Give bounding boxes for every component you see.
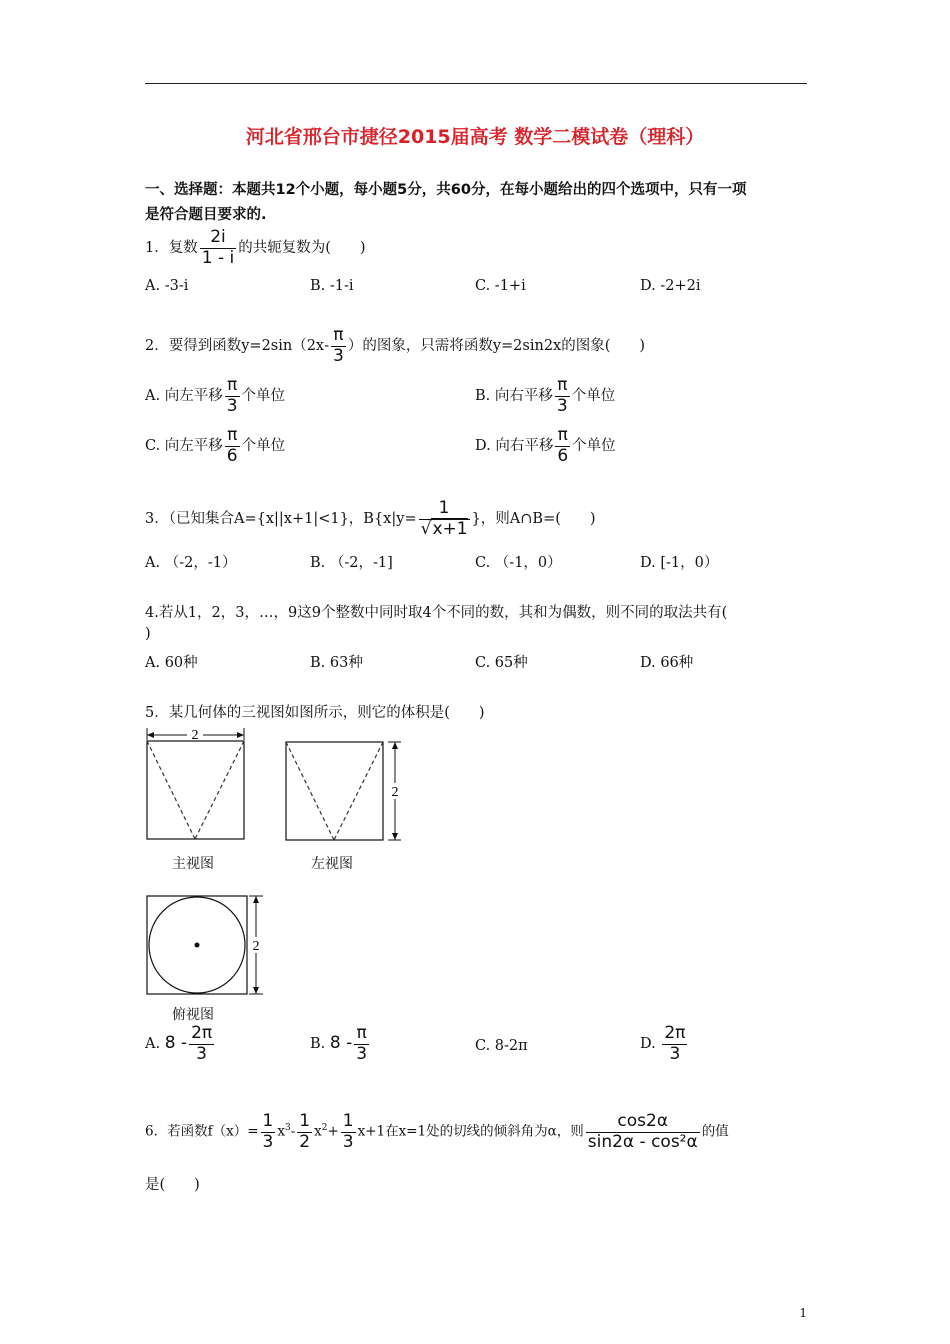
question-4-line2: ) xyxy=(145,626,151,642)
q5-option-d-label: D. xyxy=(640,1036,656,1053)
q6-sep1: ‐ xyxy=(290,1123,296,1140)
q5-option-d-den: 3 xyxy=(669,1043,681,1064)
q3-suffix: }，则A∩B=( ) xyxy=(471,511,596,528)
q2-option-b xyxy=(475,376,615,416)
q5-option-b-label: B. xyxy=(310,1036,326,1053)
q6-term2-exp: 2 xyxy=(321,1123,328,1134)
question-2 xyxy=(145,326,645,366)
q5-option-b-pre: 8 ‐ xyxy=(329,1033,353,1054)
q5-option-b xyxy=(310,1024,371,1064)
q2-option-b-num: π xyxy=(555,376,570,397)
q6-term2-num: 1 xyxy=(299,1111,311,1131)
q5-option-a-num: 2π xyxy=(191,1023,213,1043)
header-rule xyxy=(145,83,807,84)
q4-option-b: B. 63种 xyxy=(310,655,363,671)
q2-option-d-fraction xyxy=(555,426,570,466)
q1-fraction xyxy=(200,228,236,268)
q5-option-a-label: A. xyxy=(145,1036,161,1053)
section-heading-line1: 一、选择题：本题共12个小题，每小题5分，共60分，在每小题给出的四个选项中，只有一项 xyxy=(145,182,747,198)
q2-suffix: ）的图象，只需将函数y=2sin2x的图象( ) xyxy=(347,338,646,355)
top-dim-arrow-bottom xyxy=(253,987,259,994)
q2-option-c xyxy=(145,426,285,466)
q6-term3-num: 1 xyxy=(342,1111,354,1131)
q4-option-d: D. 66种 xyxy=(640,655,694,671)
q2-option-a xyxy=(145,376,285,416)
q6-term2-var: x xyxy=(314,1123,322,1140)
q2-fraction xyxy=(331,326,346,366)
side-square xyxy=(286,742,383,840)
side-dim-arrow-top xyxy=(392,742,398,749)
top-center-dot xyxy=(195,943,200,948)
q1-option-d: D. ‐2+2i xyxy=(640,278,701,294)
q1-frac-num: 2i xyxy=(200,228,236,249)
q3-option-a: A. （‐2，‐1） xyxy=(145,555,237,571)
question-1 xyxy=(145,228,366,268)
q4-option-a: A. 60种 xyxy=(145,655,198,671)
q2-option-a-fraction xyxy=(225,376,240,416)
top-view-figure xyxy=(143,891,269,999)
front-view-caption: 主视图 xyxy=(172,856,214,872)
front-dashed-right xyxy=(195,741,244,839)
q5-option-b-den: 3 xyxy=(356,1043,368,1064)
q2-option-d-num: π xyxy=(555,426,570,447)
side-dashed-left xyxy=(286,742,334,840)
q5-option-b-num: π xyxy=(354,1024,369,1045)
q3-fraction xyxy=(419,499,470,539)
q5-option-c xyxy=(475,1038,528,1054)
q5-option-b-fraction xyxy=(354,1024,369,1064)
section-heading-line2: 是符合题目要求的. xyxy=(145,207,267,223)
q5-option-a xyxy=(145,1024,216,1064)
q2-option-d-den: 6 xyxy=(557,445,569,466)
q6-term1-exp: 3 xyxy=(284,1123,291,1134)
q1-option-b: B. ‐1‐i xyxy=(310,278,354,294)
q2-option-b-den: 3 xyxy=(556,395,568,416)
q1-suffix: 的共轭复数为( ) xyxy=(238,240,366,257)
question-6-line2: 是( ) xyxy=(145,1177,200,1193)
top-dim-label: 2 xyxy=(252,939,260,954)
q3-option-b: B. （‐2，‐1] xyxy=(310,555,393,571)
q5-option-d-num: 2π xyxy=(664,1023,686,1043)
q5-option-c-label: C. xyxy=(475,1038,491,1054)
side-dashed-right xyxy=(334,742,383,840)
q2-option-c-fraction xyxy=(225,426,240,466)
front-dashed-left xyxy=(147,741,195,839)
q2-option-d-prefix: D. 向右平移 xyxy=(475,438,554,455)
q5-option-a-den: 3 xyxy=(196,1043,207,1064)
q6-term1-var: x xyxy=(277,1123,285,1140)
q6-big-fraction xyxy=(586,1112,700,1152)
q1-option-c: C. ‐1+i xyxy=(475,278,526,294)
q3-option-d: D. [‐1，0） xyxy=(640,555,719,571)
front-view-figure xyxy=(143,724,253,844)
q1-frac-den: 1 - i xyxy=(201,247,235,268)
q1-prefix: 1．复数 xyxy=(145,240,198,257)
q6-big-num: cos2α xyxy=(586,1112,700,1133)
q2-option-b-fraction xyxy=(555,376,570,416)
q2-prefix: 2．要得到函数y=2sin（2x‐ xyxy=(145,338,330,355)
q2-option-d-suffix: 个单位 xyxy=(572,438,616,455)
page-number: 1 xyxy=(799,1306,807,1320)
q4-option-c: C. 65种 xyxy=(475,655,528,671)
q6-term3-var: x+1 xyxy=(357,1123,386,1140)
front-square xyxy=(147,741,244,839)
q6-term2-den: 2 xyxy=(299,1131,311,1152)
q3-option-c: C. （‐1，0） xyxy=(475,555,562,571)
q6-mid: 在x=1处的切线的倾斜角为α，则 xyxy=(385,1123,584,1140)
q2-option-a-num: π xyxy=(225,376,240,397)
side-dim-arrow-bottom xyxy=(392,833,398,840)
q3-frac-den: √x+1 xyxy=(420,518,468,539)
q3-frac-den-radicand: x+1 xyxy=(432,518,468,539)
front-dim-arrow-right xyxy=(237,732,244,738)
q2-option-a-prefix: A. 向左平移 xyxy=(145,388,223,405)
q6-suffix: 的值 xyxy=(701,1123,729,1140)
q6-big-den: sin2α ‐ cos²α xyxy=(587,1131,698,1152)
q5-option-d-fraction xyxy=(662,1024,687,1064)
front-dim-label: 2 xyxy=(191,728,199,743)
q6-term2-fraction xyxy=(297,1112,312,1152)
q2-option-c-prefix: C. 向左平移 xyxy=(145,438,223,455)
top-view-caption: 俯视图 xyxy=(172,1007,214,1023)
q5-option-c-text: 8‐2π xyxy=(494,1038,528,1054)
q2-option-a-suffix: 个单位 xyxy=(241,388,286,405)
q5-option-a-pre: 8 ‐ xyxy=(164,1033,188,1054)
question-6-line1 xyxy=(145,1112,729,1152)
q6-term3-fraction xyxy=(341,1112,356,1152)
q2-option-c-den: 6 xyxy=(226,445,238,466)
q6-sep2: + xyxy=(327,1123,339,1140)
top-dim-arrow-top xyxy=(253,896,259,903)
q6-prefix: 6．若函数f（x）= xyxy=(145,1123,259,1140)
q1-option-a: A. ‐3‐i xyxy=(145,278,189,294)
q6-term1-num: 1 xyxy=(262,1111,274,1131)
side-dim-label: 2 xyxy=(391,785,399,800)
q2-option-d xyxy=(475,426,616,466)
q2-option-c-num: π xyxy=(225,426,240,447)
q6-term3-den: 3 xyxy=(342,1131,354,1152)
q2-option-b-suffix: 个单位 xyxy=(571,388,616,405)
question-3 xyxy=(145,499,596,539)
q2-frac-den: 3 xyxy=(333,345,344,366)
q2-frac-num: π xyxy=(331,326,346,347)
q5-option-d xyxy=(640,1024,689,1064)
question-4-line1: 4.若从1，2，3，…，9这9个整数中同时取4个不同的数，其和为偶数，则不同的取法共有( xyxy=(145,605,728,621)
q2-option-a-den: 3 xyxy=(226,395,238,416)
side-view-figure xyxy=(282,738,404,844)
front-dim-arrow-left xyxy=(147,732,154,738)
q3-prefix: 3．（已知集合A={x||x+1|<1}，B{x|y= xyxy=(145,511,417,528)
question-5: 5．某几何体的三视图如图所示，则它的体积是( ) xyxy=(145,705,485,721)
q5-option-a-fraction xyxy=(189,1024,214,1064)
page-title: 河北省邢台市捷径2015届高考 数学二模试卷（理科） xyxy=(245,126,705,148)
q6-term1-den: 3 xyxy=(262,1131,274,1152)
q3-frac-num: 1 xyxy=(419,499,470,520)
q6-term1-fraction xyxy=(261,1112,276,1152)
side-view-caption: 左视图 xyxy=(311,856,353,872)
q2-option-b-prefix: B. 向右平移 xyxy=(475,388,553,405)
q2-option-c-suffix: 个单位 xyxy=(241,438,286,455)
